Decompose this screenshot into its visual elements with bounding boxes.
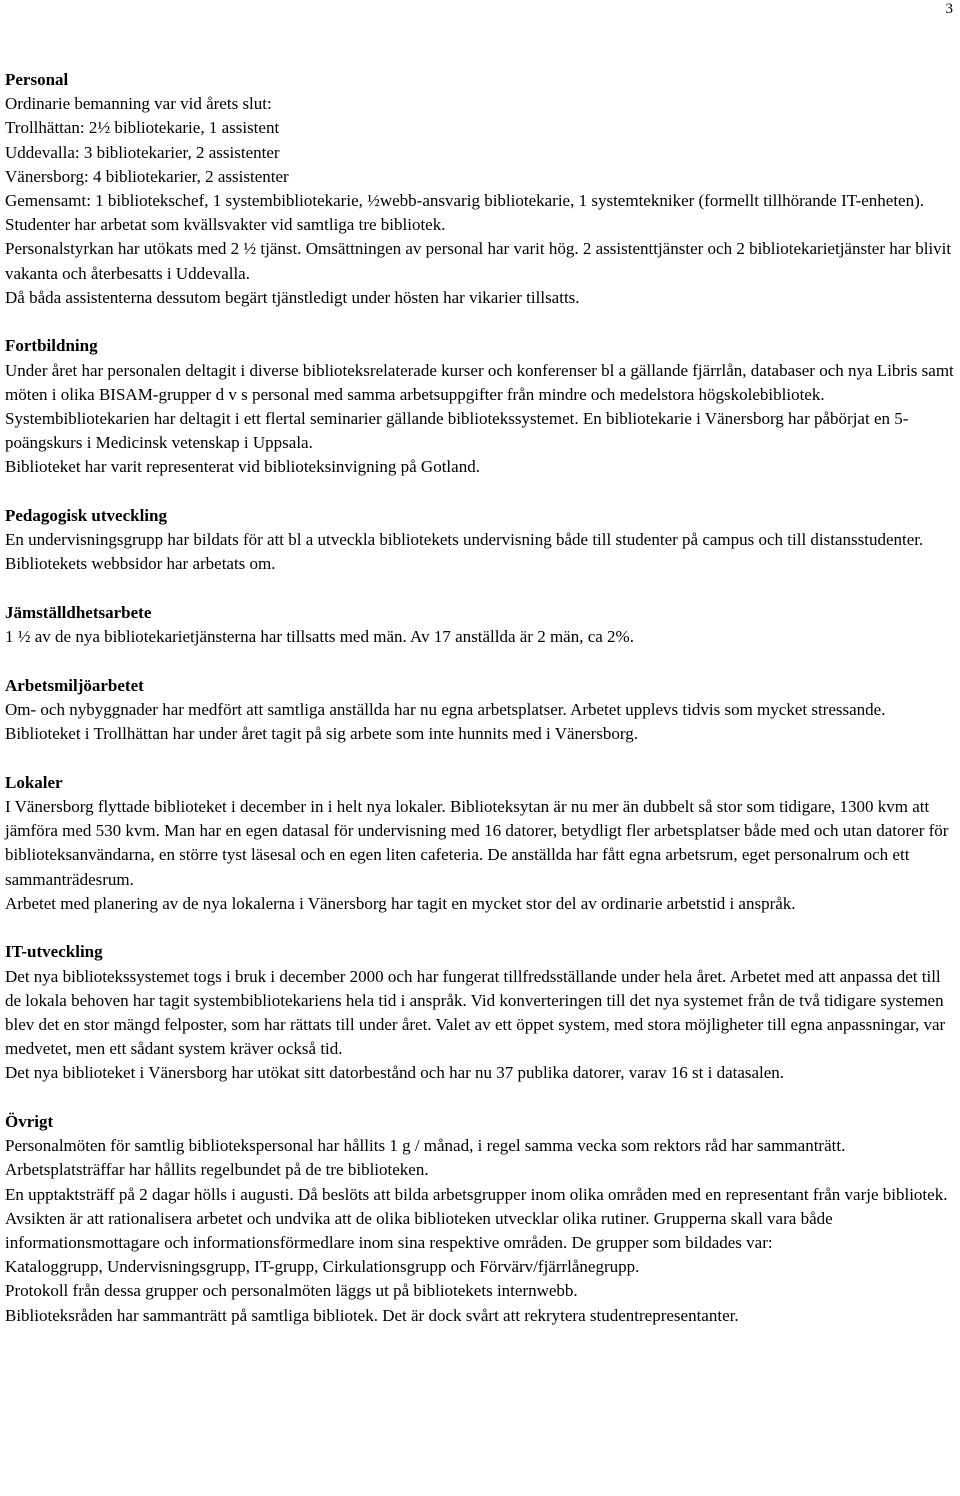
- section-it-utveckling: [5, 940, 957, 1085]
- section-personal: [5, 68, 957, 310]
- paragraph-line: Det nya bibliotekssystemet togs i bruk i december 2000 och har fungerat tillfredsställande under hela året. Arbetet med att anpassa det till de lokala behoven har tagit systembibliotekariens hela tid i anspråk. Vid konverteringen till det nya systemet från de två tidigare systemen blev det en stor mängd felposter, som har rättats till under året. Valet av ett öppet system, med stora möjligheter till egna anpassningar, var medvetet, men ett sådant system kräver också tid.: [5, 966, 946, 1059]
- paragraph-line: Kataloggrupp, Undervisningsgrupp, IT-grupp, Cirkulationsgrupp och Förvärv/fjärrlånegrupp.: [5, 1257, 640, 1277]
- section-heading: Arbetsmiljöarbetet: [5, 675, 144, 695]
- section-heading: Lokaler: [5, 772, 63, 792]
- section-pedagogisk-utveckling: [5, 504, 957, 577]
- paragraph-line: Personalstyrkan har utökats med 2 ½ tjänst. Omsättningen av personal har varit hög. 2 assistenttjänster och 2 bibliotekarietjänster har blivit vakanta och återbesatts i Uddevalla.: [5, 239, 952, 283]
- paragraph-line: Uddevalla: 3 bibliotekarier, 2 assistenter: [5, 142, 280, 162]
- paragraph-line: Studenter har arbetat som kvällsvakter vid samtliga tre bibliotek.: [5, 215, 446, 235]
- paragraph-line: Bibliotekets webbsidor har arbetats om.: [5, 554, 276, 574]
- document-body: [5, 68, 957, 1328]
- section-heading: Jämställdhetsarbete: [5, 603, 152, 623]
- paragraph-line: En undervisningsgrupp har bildats för att bl a utveckla bibliotekets undervisning både till studenter på campus och till distansstudenter.: [5, 530, 924, 550]
- paragraph-line: I Vänersborg flyttade biblioteket i december in i helt nya lokaler. Biblioteksytan är nu mer än dubbelt så stor som tidigare, 1300 kvm att jämföra med 530 kvm. Man har en egen datasal för undervisning med 16 datorer, betydligt fler arbetsplatser både med och utan datorer för biblioteksanvändarna, en större tyst läsesal och en egen liten cafeteria. De anställda har fått egna arbetsrum, eget personalrum och ett sammanträdesrum.: [5, 797, 949, 889]
- section-jamstalldhetsarbete: [5, 601, 957, 649]
- paragraph-line: Biblioteket har varit representerat vid biblioteksinvigning på Gotland.: [5, 457, 480, 477]
- paragraph-line: Protokoll från dessa grupper och personalmöten läggs ut på bibliotekets internwebb.: [5, 1281, 578, 1301]
- page-number: 3: [945, 1, 953, 17]
- section-heading: Personal: [5, 70, 69, 89]
- paragraph-line: Personalmöten för samtlig bibliotekspersonal har hållits 1 g / månad, i regel samma vecka som rektors råd har sammanträtt.: [5, 1136, 846, 1156]
- section-fortbildning: [5, 334, 957, 479]
- section-lokaler: [5, 771, 957, 916]
- paragraph-line: En upptaktsträff på 2 dagar hölls i augusti. Då beslöts att bilda arbetsgrupper inom olika områden med en representant från varje bibliotek. Avsikten är att rationalisera arbetet och undvika att de olika biblioteken utvecklar olika rutiner. Grupperna skall vara både informationsmottagare och informationsförmedlare inom sina respektive områden. De grupper som bildades var:: [5, 1184, 948, 1253]
- section-arbetsmiljoarbetet: [5, 674, 957, 747]
- paragraph-line: Biblioteksråden har sammanträtt på samtliga bibliotek. Det är dock svårt att rekrytera studentrepresentanter.: [5, 1305, 739, 1325]
- paragraph-line: 1 ½ av de nya bibliotekarietjänsterna har tillsatts med män. Av 17 anställda är 2 män, ca 2%.: [5, 627, 634, 647]
- paragraph-line: Trollhättan: 2½ bibliotekarie, 1 assistent: [5, 118, 280, 138]
- paragraph-line: Ordinarie bemanning var vid årets slut:: [5, 94, 272, 114]
- paragraph-line: Om- och nybyggnader har medfört att samtliga anställda har nu egna arbetsplatser. Arbetet upplevs tidvis som mycket stressande. Biblioteket i Trollhättan har under året tagit på sig arbete som inte hunnits med i Vänersborg.: [5, 700, 886, 744]
- section-heading: Fortbildning: [5, 336, 98, 356]
- section-heading: Övrigt: [5, 1112, 54, 1132]
- section-ovrigt: [5, 1110, 957, 1328]
- paragraph-line: Gemensamt: 1 bibliotekschef, 1 systembibliotekarie, ½webb-ansvarig bibliotekarie, 1 systemtekniker (formellt tillhörande IT-enheten).: [5, 191, 925, 211]
- paragraph-line: Då båda assistenterna dessutom begärt tjänstledigt under hösten har vikarier tillsatts.: [5, 287, 580, 307]
- paragraph-line: Under året har personalen deltagit i diverse biblioteksrelaterade kurser och konferenser bl a gällande fjärrlån, databaser och nya Libris samt möten i olika BISAM-grupper d v s personal med samma arbetsuppgifter från mindre och medelstora högskolebibliotek. Systembibliotekarien har deltagit i ett flertal seminarier gällande bibliotekssystemet. En bibliotekarie i Vänersborg har påbörjat en 5-poängskurs i Medicinsk vetenskap i Uppsala.: [5, 360, 954, 453]
- paragraph-line: Arbetet med planering av de nya lokalerna i Vänersborg har tagit en mycket stor del av ordinarie arbetstid i anspråk.: [5, 893, 796, 913]
- section-heading: Pedagogisk utveckling: [5, 506, 167, 526]
- paragraph-line: Vänersborg: 4 bibliotekarier, 2 assistenter: [5, 166, 289, 186]
- paragraph-line: Arbetsplatsträffar har hållits regelbundet på de tre biblioteken.: [5, 1160, 429, 1180]
- paragraph-line: Det nya biblioteket i Vänersborg har utökat sitt datorbestånd och har nu 37 publika datorer, varav 16 st i datasalen.: [5, 1063, 785, 1083]
- section-heading: IT-utveckling: [5, 942, 103, 962]
